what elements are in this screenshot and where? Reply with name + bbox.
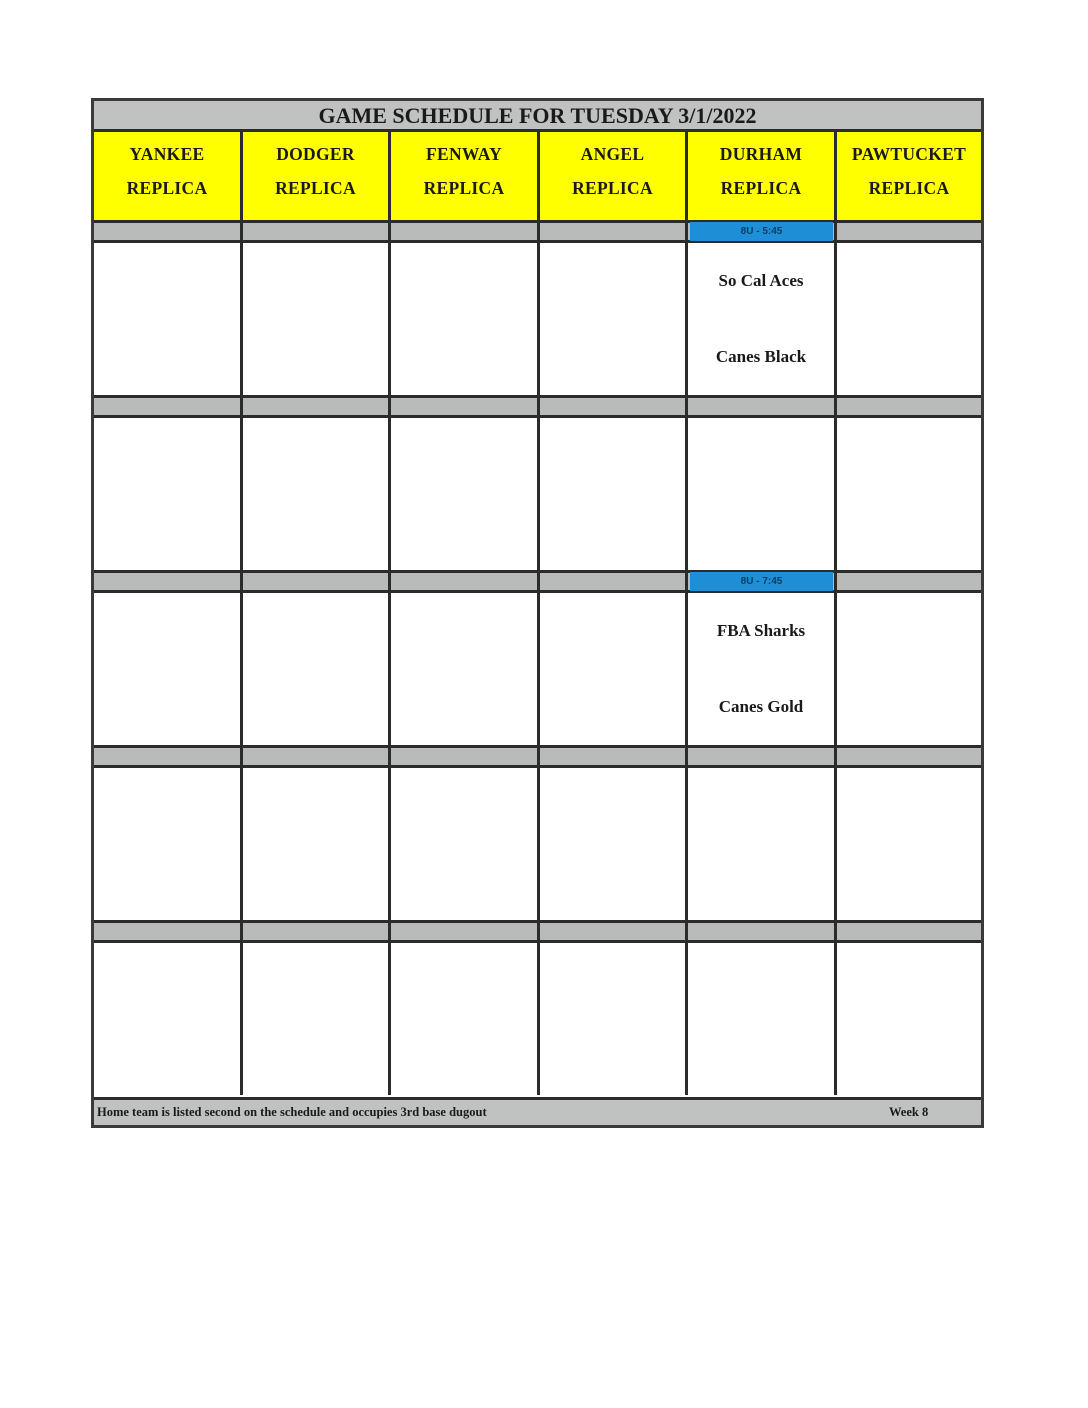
field-header-dodger — [243, 132, 391, 220]
time-band-cell — [94, 220, 243, 243]
time-band-cell — [837, 220, 981, 243]
time-band-cell — [688, 920, 837, 943]
game-cell — [243, 943, 391, 1095]
field-header-angel — [540, 132, 688, 220]
game-cell — [837, 943, 981, 1095]
game-cell — [688, 768, 837, 920]
field-header-yankee — [94, 132, 243, 220]
game-cell — [688, 243, 837, 395]
game-cell — [243, 418, 391, 570]
game-cell — [688, 418, 837, 570]
home-team: Canes Black — [715, 347, 807, 366]
field-name: DURHAM — [719, 144, 803, 164]
field-header-pawtucket — [837, 132, 981, 220]
game-cell — [540, 768, 688, 920]
time-band-cell — [94, 570, 243, 593]
field-type: REPLICA — [720, 178, 802, 198]
time-band-cell — [837, 395, 981, 418]
game-cell — [837, 593, 981, 745]
game-cell — [243, 768, 391, 920]
game-cell — [94, 943, 243, 1095]
field-header-durham — [688, 132, 837, 220]
time-band-cell — [688, 395, 837, 418]
game-cell — [540, 943, 688, 1095]
time-band-cell — [94, 395, 243, 418]
home-team-note: Home team is listed second on the schedule and occupies 3rd base dugout — [97, 1105, 487, 1119]
game-cell — [243, 243, 391, 395]
game-cell — [688, 943, 837, 1095]
time-slot-label: 8U - 7:45 — [690, 572, 833, 591]
field-type: REPLICA — [423, 178, 505, 198]
schedule-sheet — [91, 98, 984, 1128]
time-band-cell — [391, 920, 540, 943]
time-band-cell — [243, 220, 391, 243]
schedule-footer — [94, 1097, 981, 1125]
game-cell — [837, 768, 981, 920]
game-cell — [540, 593, 688, 745]
time-band-cell — [243, 570, 391, 593]
game-cell — [391, 418, 540, 570]
schedule-title: GAME SCHEDULE FOR TUESDAY 3/1/2022 — [94, 101, 981, 132]
time-band-cell — [540, 395, 688, 418]
time-band-cell — [688, 745, 837, 768]
field-type: REPLICA — [572, 178, 653, 198]
time-band-cell — [391, 745, 540, 768]
game-cell — [540, 418, 688, 570]
time-band-cell — [94, 920, 243, 943]
time-band-cell — [540, 920, 688, 943]
game-cell — [391, 243, 540, 395]
field-header-fenway — [391, 132, 540, 220]
game-cell — [94, 243, 243, 395]
game-cell — [391, 943, 540, 1095]
field-name: ANGEL — [580, 144, 645, 164]
field-type: REPLICA — [126, 178, 208, 198]
time-band-cell — [243, 395, 391, 418]
time-band-cell — [837, 920, 981, 943]
game-cell — [94, 593, 243, 745]
game-cell — [837, 243, 981, 395]
time-slot-label: 8U - 5:45 — [690, 222, 833, 241]
field-name: FENWAY — [425, 144, 503, 164]
time-band-cell — [837, 570, 981, 593]
game-cell — [688, 593, 837, 745]
away-team: FBA Sharks — [716, 621, 806, 640]
game-cell — [243, 593, 391, 745]
game-cell — [94, 418, 243, 570]
time-band-cell — [243, 745, 391, 768]
field-name: YANKEE — [129, 144, 205, 164]
time-band-cell — [391, 220, 540, 243]
field-type: REPLICA — [275, 178, 356, 198]
game-cell — [94, 768, 243, 920]
game-cell — [391, 768, 540, 920]
time-band-cell — [540, 220, 688, 243]
time-band-cell — [540, 570, 688, 593]
game-cell — [540, 243, 688, 395]
time-band-cell — [243, 920, 391, 943]
week-label: Week 8 — [889, 1105, 929, 1119]
time-band-cell — [540, 745, 688, 768]
game-cell — [837, 418, 981, 570]
time-band-cell — [391, 395, 540, 418]
field-type: REPLICA — [868, 178, 950, 198]
field-name: PAWTUCKET — [851, 144, 967, 164]
away-team: So Cal Aces — [718, 271, 804, 290]
field-name: DODGER — [276, 144, 355, 164]
time-band-cell — [391, 570, 540, 593]
home-team: Canes Gold — [718, 697, 804, 716]
game-cell — [391, 593, 540, 745]
time-band-cell — [837, 745, 981, 768]
time-band-cell — [94, 745, 243, 768]
